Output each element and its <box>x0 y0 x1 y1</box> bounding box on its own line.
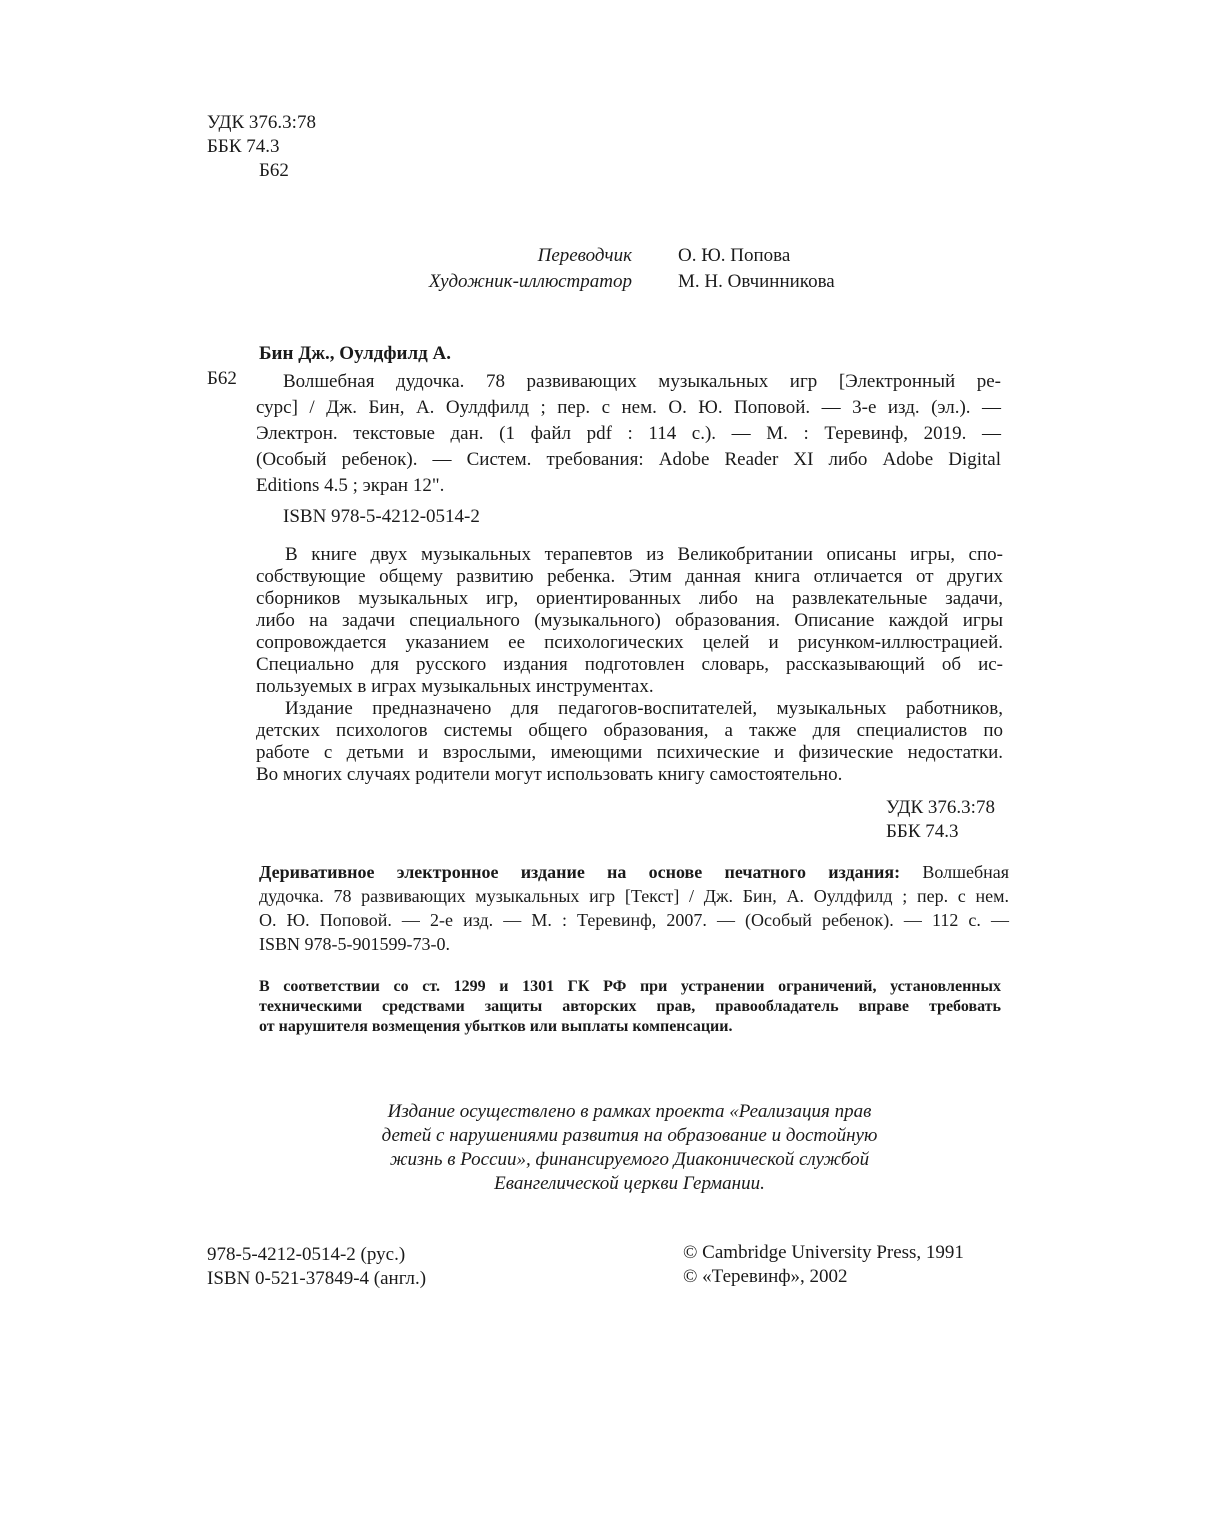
entry-description-line: (Особый ребенок). — Систем. требования: Adobe Reader XI либо Adobe Digital <box>256 449 1001 470</box>
annotation-line: работе с детьми и взрослыми, имеющими психические и физические недостатки. <box>256 742 1003 763</box>
annotation-line: Во многих случаях родители могут использовать книгу самостоятельно. <box>256 764 843 785</box>
project-note-line: детей с нарушениями развития на образование и достойную <box>381 1125 878 1146</box>
credit-name-translator: О. Ю. Попова <box>678 245 791 266</box>
author-mark-top: Б62 <box>259 160 289 181</box>
legal-notice-line: от нарушителя возмещения убытков или выплаты компенсации. <box>259 1018 733 1035</box>
project-note-line: Евангелической церкви Германии. <box>494 1173 765 1194</box>
annotation-line: сборников музыкальных игр, ориентированных либо на развлекательные задачи, <box>256 588 1003 609</box>
entry-description-line: Editions 4.5 ; экран 12". <box>256 475 445 496</box>
annotation-line: детских психологов системы общего образования, а также для специалистов по <box>256 720 1003 741</box>
derivative-lead: Деривативное электронное издание на основе печатного издания: <box>259 862 901 882</box>
entry-description-line: Волшебная дудочка. 78 развивающих музыкальных игр [Электронный ре- <box>283 371 1001 392</box>
entry-description-line: Электрон. текстовые дан. (1 файл pdf : 114 с.). — М. : Теревинф, 2019. — <box>256 423 1001 444</box>
entry-description-line: сурс] / Дж. Бин, А. Оулдфилд ; пер. с нем. О. Ю. Поповой. — 3-е изд. (эл.). — <box>256 397 1001 418</box>
project-note-line: жизнь в России», финансируемого Диаконической службой <box>389 1149 870 1170</box>
credit-role-illustrator: Художник-иллюстратор <box>428 271 632 292</box>
bbk-top: ББК 74.3 <box>207 136 280 157</box>
annotation-line: сопровождается указанием ее психологических целей и рисунком-иллюстрацией. <box>256 632 1003 653</box>
annotation-line: пользуемых в играх музыкальных инструментах. <box>256 676 654 697</box>
derivative-line1-rest: Волшебная <box>922 862 1010 882</box>
udk-bottom: УДК 376.3:78 <box>886 797 995 818</box>
annotation-line: собствующие общему развитию ребенка. Этим данная книга отличается от других <box>256 566 1003 587</box>
derivative-line <box>259 862 1009 883</box>
derivative-line: ISBN 978-5-901599-73-0. <box>259 934 450 954</box>
derivative-line: О. Ю. Поповой. — 2-е изд. — М. : Теревинф, 2007. — (Особый ребенок). — 112 с. — <box>259 910 1009 930</box>
entry-authors: Бин Дж., Оулдфилд А. <box>259 343 451 364</box>
bbk-bottom: ББК 74.3 <box>886 821 959 842</box>
credit-role-translator: Переводчик <box>537 245 632 266</box>
copyright-cambridge: © Cambridge University Press, 1991 <box>683 1242 964 1263</box>
copyright-terevinf: © «Теревинф», 2002 <box>683 1266 848 1287</box>
isbn-rus: 978-5-4212-0514-2 (рус.) <box>207 1244 406 1265</box>
entry-isbn: ISBN 978-5-4212-0514-2 <box>283 506 480 527</box>
udk-top: УДК 376.3:78 <box>207 112 316 133</box>
annotation-line: Специально для русского издания подготовлен словарь, рассказывающий об ис- <box>256 654 1003 675</box>
credit-name-illustrator: М. Н. Овчинникова <box>678 271 835 292</box>
isbn-eng: ISBN 0-521-37849-4 (англ.) <box>207 1268 427 1289</box>
annotation-line: В книге двух музыкальных терапевтов из Великобритании описаны игры, спо- <box>285 544 1003 565</box>
legal-notice-line: техническими средствами защиты авторских прав, правообладатель вправе требовать <box>259 998 1001 1015</box>
annotation-line: либо на задачи специального (музыкального) образования. Описание каждой игры <box>256 610 1003 631</box>
project-note-line: Издание осуществлено в рамках проекта «Реализация прав <box>387 1101 872 1122</box>
annotation-line: Издание предназначено для педагогов-воспитателей, музыкальных работников, <box>285 698 1003 719</box>
legal-notice-line: В соответствии со ст. 1299 и 1301 ГК РФ при устранении ограничений, установленных <box>259 978 1001 995</box>
derivative-line: дудочка. 78 развивающих музыкальных игр [Текст] / Дж. Бин, А. Оулдфилд ; пер. с нем. <box>259 886 1009 906</box>
project-note <box>256 1100 1003 1196</box>
entry-mark: Б62 <box>207 368 237 389</box>
